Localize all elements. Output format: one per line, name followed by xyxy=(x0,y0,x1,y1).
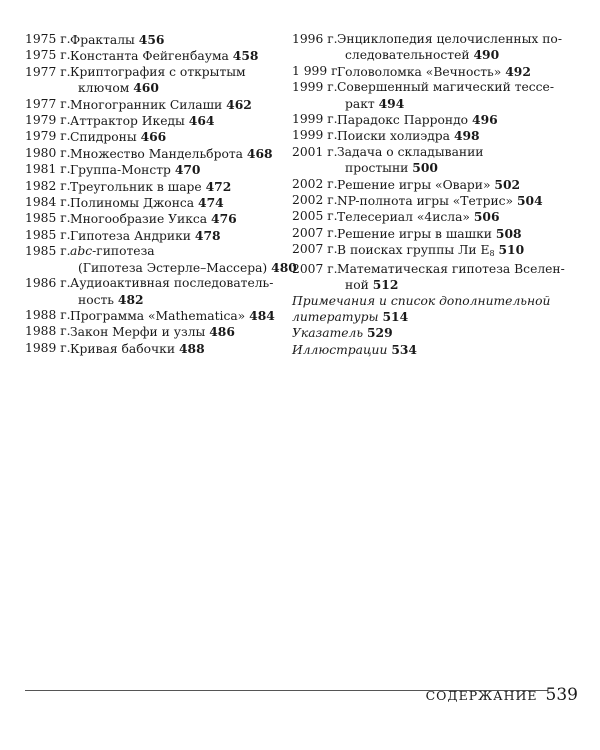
entry-title: Закон Мерфи и узлы xyxy=(70,325,206,340)
toc-entry[interactable] xyxy=(25,129,287,145)
entry-subscript: 8 xyxy=(489,249,495,259)
entry-year: 1979 г. xyxy=(25,113,71,128)
entry-year: 2007 г. xyxy=(292,225,338,240)
entry-page-number: 504 xyxy=(516,193,543,209)
entry-year: 1988 г. xyxy=(25,324,71,339)
index-page-number: 529 xyxy=(366,325,393,341)
entry-page-number: 506 xyxy=(473,209,500,225)
toc-entry[interactable] xyxy=(292,80,582,112)
toc-illustrations-entry[interactable] xyxy=(292,342,582,358)
entry-page-number: 462 xyxy=(226,96,252,112)
notes-page-number: 514 xyxy=(382,308,409,324)
entry-page-number: 476 xyxy=(211,211,237,227)
entry-title: Решение игры в шашки xyxy=(337,226,492,241)
toc-entry[interactable] xyxy=(25,48,287,64)
entry-title: Аттрактор Икеды xyxy=(70,114,185,129)
entry-year: 1989 г. xyxy=(25,340,71,355)
toc-right-entries xyxy=(292,32,582,294)
toc-entry[interactable] xyxy=(25,179,287,195)
entry-title: Телесериал «4исла» xyxy=(337,210,470,225)
entry-year: 1984 г. xyxy=(25,195,71,210)
toc-entry[interactable] xyxy=(25,113,287,129)
entry-page-number: 510 xyxy=(498,242,525,258)
running-head: СОДЕРЖАНИЕ xyxy=(425,688,538,703)
entry-page-number: 470 xyxy=(174,162,201,178)
entry-page-number: 464 xyxy=(188,113,215,129)
toc-entry[interactable] xyxy=(292,177,582,193)
entry-title-continuation: следовательностей xyxy=(345,48,470,63)
entry-title: Фракталы xyxy=(70,33,135,47)
entry-page-number: 494 xyxy=(378,95,405,111)
entry-title: Спидроны xyxy=(70,130,137,145)
entry-title: Совершенный магический тессе- xyxy=(337,80,554,95)
entry-title: Многогранник Силаши xyxy=(70,97,223,112)
entry-page-number: 468 xyxy=(246,145,273,161)
toc-right-column xyxy=(292,32,582,358)
toc-entry[interactable] xyxy=(292,262,582,294)
entry-year: 1985 г. xyxy=(25,244,71,259)
entry-year: 1977 г. xyxy=(25,64,71,79)
toc-entry[interactable] xyxy=(25,324,287,340)
entry-title: Решение игры «Овари» xyxy=(337,177,491,192)
entry-page-number: 456 xyxy=(138,32,165,47)
entry-title: Аудиоактивная последователь- xyxy=(70,276,274,291)
entry-title: Математическая гипотеза Вселен- xyxy=(337,261,565,276)
entry-year: 1977 г. xyxy=(25,96,71,111)
entry-year: 1979 г. xyxy=(25,129,71,144)
toc-entry[interactable] xyxy=(292,64,582,80)
entry-title-continuation: ной xyxy=(345,278,369,293)
entry-title: Константа Фейгенбаума xyxy=(70,49,229,64)
toc-entry[interactable] xyxy=(25,97,287,113)
entry-page-number: 512 xyxy=(372,277,399,293)
entry-year: 2007 г. xyxy=(292,242,338,257)
toc-entry[interactable] xyxy=(292,145,582,177)
toc-entry[interactable] xyxy=(25,228,287,244)
entry-year: 1999 г. xyxy=(292,80,338,95)
entry-title: Криптография с открытым xyxy=(70,64,246,79)
entry-year: 1999 г. xyxy=(292,112,338,127)
toc-entry[interactable] xyxy=(292,209,582,225)
entry-page-number: 492 xyxy=(505,63,531,79)
toc-entry[interactable] xyxy=(25,244,297,276)
entry-title: В поисках группы Ли E xyxy=(337,243,490,258)
entry-page-number: 488 xyxy=(178,340,205,356)
toc-left-column xyxy=(25,32,297,357)
entry-page-number: 496 xyxy=(472,112,498,128)
entry-year: 2002 г. xyxy=(292,193,338,208)
toc-entry[interactable] xyxy=(292,32,582,64)
entry-title-continuation: ключом xyxy=(78,81,130,96)
entry-year: 1 999 г. xyxy=(292,63,342,78)
entry-page-number: 478 xyxy=(194,227,221,243)
page-number: 539 xyxy=(545,685,578,705)
illustrations-page-number: 534 xyxy=(391,341,417,357)
entry-year: 2002 г. xyxy=(292,176,338,191)
entry-title: Кривая бабочки xyxy=(70,341,176,356)
toc-entry[interactable] xyxy=(25,308,287,324)
illustrations-label: Иллюстрации xyxy=(292,342,388,357)
entry-year: 1985 г. xyxy=(25,211,71,226)
entry-title: NP-полнота игры «Тетрис» xyxy=(337,194,514,209)
notes-label-line2: литературы xyxy=(292,309,379,324)
entry-title-continuation: (Гипотеза Эстерле–Массера) xyxy=(78,260,268,275)
toc-entry[interactable] xyxy=(292,226,582,242)
entry-page-number: 486 xyxy=(209,324,235,340)
toc-entry[interactable] xyxy=(25,211,287,227)
entry-title: abc-гипотеза xyxy=(70,244,155,259)
entry-page-number: 480 xyxy=(271,259,297,275)
entry-page-number: 472 xyxy=(205,178,232,194)
entry-year: 1996 г. xyxy=(292,32,338,46)
toc-index-entry[interactable] xyxy=(292,325,582,341)
entry-year: 2001 г. xyxy=(292,144,338,159)
entry-year: 1981 г. xyxy=(25,162,71,177)
entry-year: 2007 г. xyxy=(292,261,338,276)
notes-label-line1: Примечания и список дополнительной xyxy=(292,293,551,308)
entry-page-number: 500 xyxy=(412,160,438,176)
entry-year: 1975 г. xyxy=(25,32,71,46)
entry-title: Группа-Монстр xyxy=(70,163,171,178)
page-footer xyxy=(426,685,578,705)
index-label: Указатель xyxy=(292,326,364,341)
entry-title-continuation: простыни xyxy=(345,161,409,176)
toc-entry[interactable] xyxy=(25,195,287,211)
entry-year: 1988 г. xyxy=(25,307,71,322)
entry-page-number: 466 xyxy=(140,129,167,145)
entry-page-number: 474 xyxy=(198,195,224,211)
entry-title: Энциклопедия целочисленных по- xyxy=(337,32,562,46)
toc-entry[interactable] xyxy=(292,242,582,261)
toc-entry[interactable] xyxy=(25,32,287,48)
toc-entry[interactable] xyxy=(292,128,582,144)
entry-page-number: 458 xyxy=(232,48,259,64)
toc-entry[interactable] xyxy=(292,193,582,209)
toc-entry[interactable] xyxy=(25,341,287,357)
entry-year: 1975 г. xyxy=(25,48,71,63)
entry-page-number: 508 xyxy=(495,225,522,241)
toc-notes-entry[interactable] xyxy=(292,294,582,326)
entry-title: Поиски холиэдра xyxy=(337,129,451,144)
entry-page-number: 482 xyxy=(117,291,144,307)
entry-title: Задача о складывании xyxy=(337,144,484,159)
entry-year: 1985 г. xyxy=(25,227,71,242)
entry-title: Программа «Mathematica» xyxy=(70,308,246,323)
entry-title: Полиномы Джонса xyxy=(70,196,195,211)
entry-title: Треугольник в шаре xyxy=(70,179,202,194)
entry-page-number: 490 xyxy=(473,47,500,63)
toc-entry[interactable] xyxy=(25,65,287,97)
toc-entry[interactable] xyxy=(25,276,287,308)
toc-entry[interactable] xyxy=(292,112,582,128)
toc-entry[interactable] xyxy=(25,162,287,178)
entry-year: 1999 г. xyxy=(292,128,338,143)
entry-page-number: 498 xyxy=(453,128,480,144)
entry-title-continuation: ность xyxy=(78,292,114,307)
entry-year: 1980 г. xyxy=(25,145,71,160)
toc-entry[interactable] xyxy=(25,146,287,162)
entry-title: Парадокс Паррондо xyxy=(337,113,469,128)
entry-title-continuation: ракт xyxy=(345,96,375,111)
entry-title: Множество Мандельброта xyxy=(70,146,243,161)
entry-page-number: 502 xyxy=(494,176,521,192)
entry-title: Гипотеза Андрики xyxy=(70,228,191,243)
entry-year: 2005 г. xyxy=(292,209,338,224)
entry-page-number: 460 xyxy=(133,80,159,96)
entry-page-number: 484 xyxy=(249,307,275,323)
entry-title: Многообразие Уикса xyxy=(70,212,208,227)
entry-title: Головоломка «Вечность» xyxy=(337,64,502,79)
entry-year: 1986 г. xyxy=(25,276,71,291)
entry-year: 1982 г. xyxy=(25,178,71,193)
